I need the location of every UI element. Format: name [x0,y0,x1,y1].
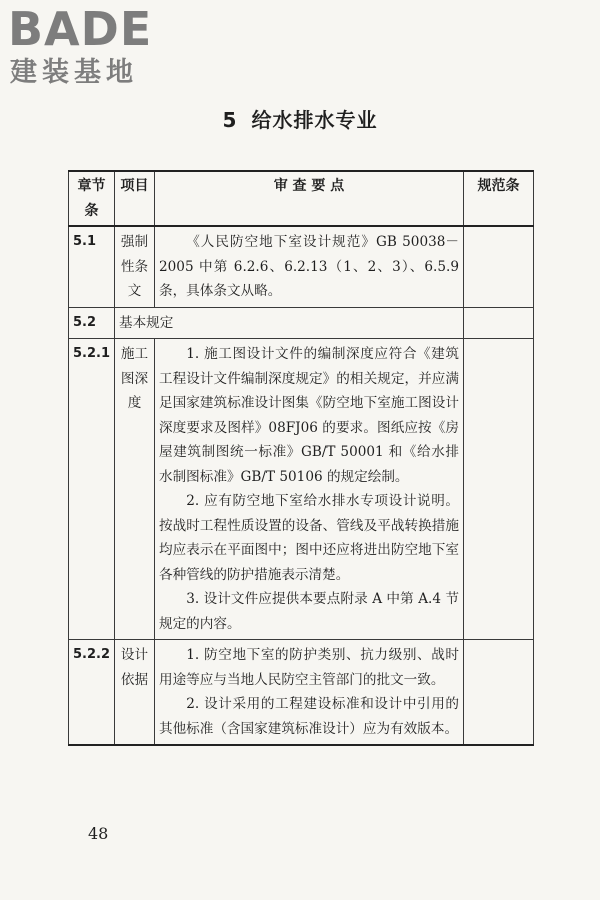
row-item: 强制性条文 [115,226,155,307]
logo [8,4,178,94]
row-item [115,307,464,339]
row-norm-clause [464,307,534,339]
logo-brand: BADE [8,2,153,56]
review-paragraph: 2. 设计采用的工程建设标准和设计中引用的其他标准（含国家建筑标准设计）应为有效版本。 [159,696,459,737]
review-paragraph: 1. 防空地下室的防护类别、抗力级别、战时用途等应与当地人民防空主管部门的批文一致。 [159,647,459,688]
row-section: 5.2.1 [69,339,115,640]
row-section: 5.2.2 [69,640,115,746]
header-section: 章节条 [69,171,115,226]
table-row [69,339,534,640]
row-review-points [155,640,464,746]
logo-subtitle: 建装基地 [10,57,138,88]
table-row [69,226,534,307]
row-review-points [155,226,464,307]
row-item-label: 基本规定 [119,314,174,331]
chapter-title [0,104,600,133]
table-header-row [69,171,534,226]
chapter-number: 5 [222,108,238,132]
row-norm-clause [464,339,534,640]
review-paragraph: 《人民防空地下室设计规范》GB 50038－2005 中第 6.2.6、6.2.13（1、2、3）、6.5.9 条，具体条文从略。 [159,234,459,299]
header-norm-clause: 规范条 [464,171,534,226]
row-norm-clause [464,226,534,307]
review-paragraph: 2. 应有防空地下室给水排水专项设计说明。按战时工程性质设置的设备、管线及平战转换措施均应表示在平面图中；图中还应将进出防空地下室各种管线的防护措施表示清楚。 [159,493,459,583]
row-item: 设计依据 [115,640,155,746]
header-review-points: 审 查 要 点 [155,171,464,226]
row-item: 施工图深度 [115,339,155,640]
row-section: 5.2 [69,307,115,339]
review-paragraph: 3. 设计文件应提供本要点附录 A 中第 A.4 节规定的内容。 [159,591,459,632]
header-item: 项目 [115,171,155,226]
table-row [69,307,534,339]
table-row [69,640,534,746]
page-number: 48 [88,824,109,843]
row-norm-clause [464,640,534,746]
review-paragraph: 1. 施工图设计文件的编制深度应符合《建筑工程设计文件编制深度规定》的相关规定，并应满足国家建筑标准设计图集《防空地下室施工图设计深度要求及图样》08FJ06 的要求。图纸应按《房屋建筑制图统一标准》GB/T 50001 和《给水排水制图标准》GB/T 50106 的规定绘制。 [159,346,459,485]
row-section: 5.1 [69,226,115,307]
chapter-name: 给水排水专业 [251,108,378,132]
row-review-points [155,339,464,640]
review-table [68,170,534,746]
